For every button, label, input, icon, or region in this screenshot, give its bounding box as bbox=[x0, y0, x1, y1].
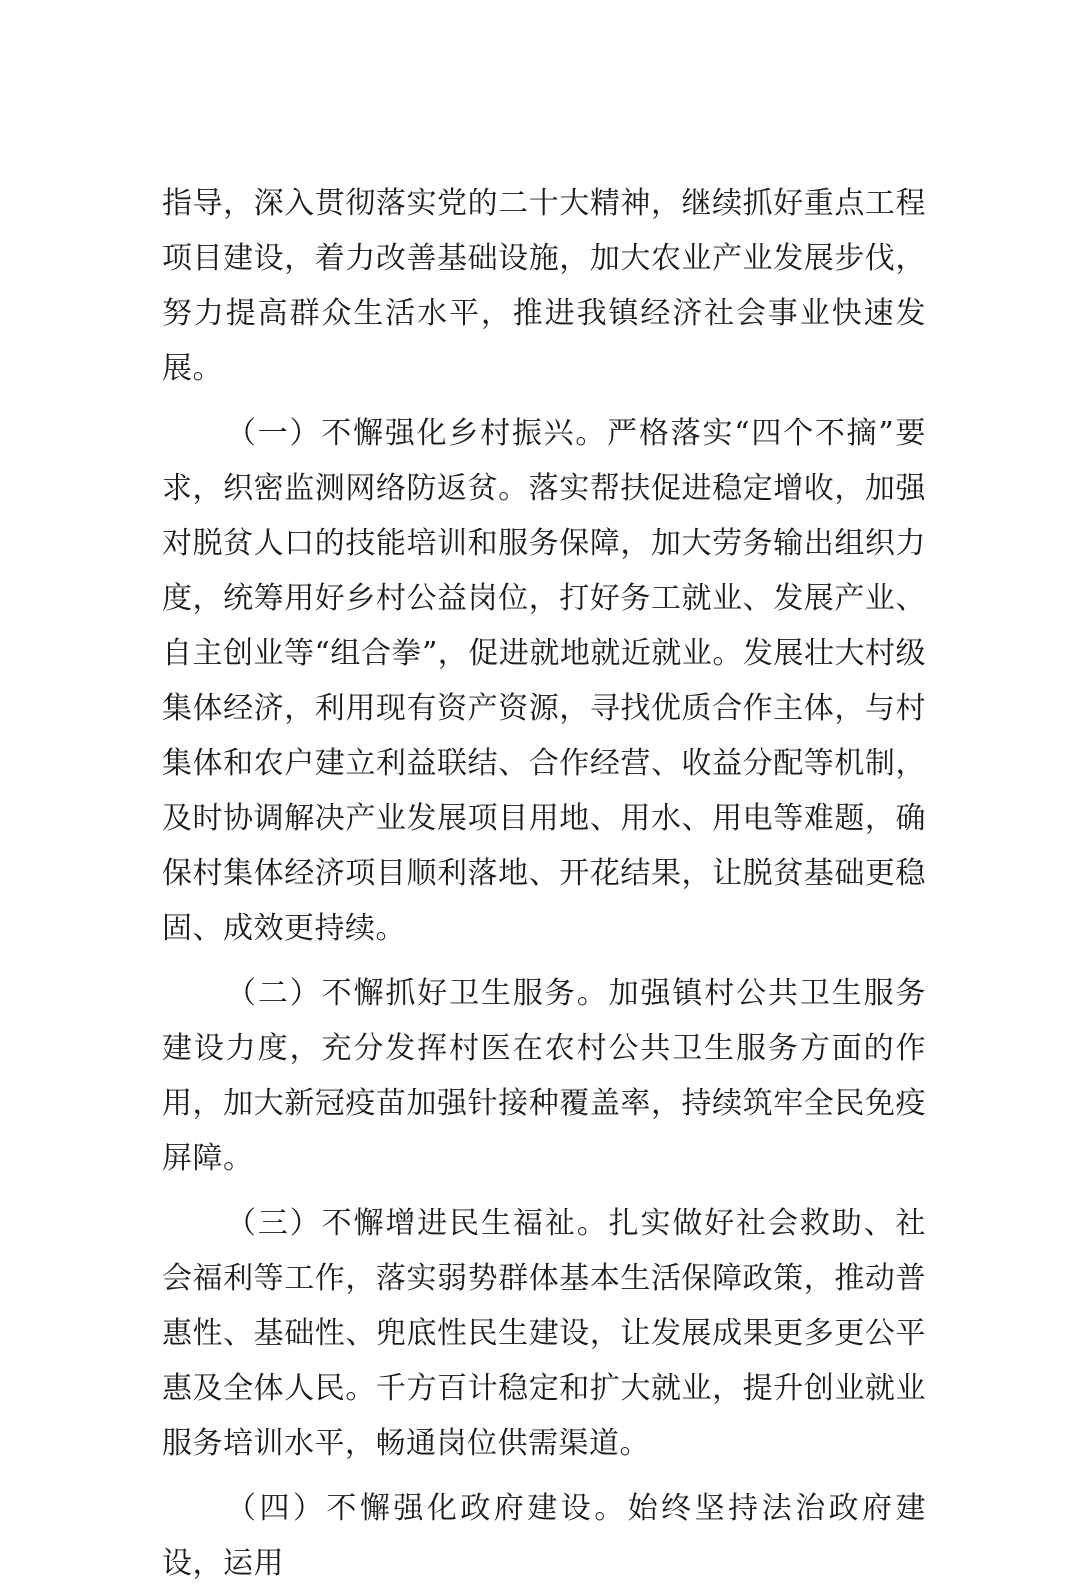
paragraph-rural-revitalization: （一）不懈强化乡村振兴。严格落实“四个不摘”要求，织密监测网络防返贫。落实帮扶促进稳定增收，加强对脱贫人口的技能培训和服务保障，加大劳务输出组织力度，统筹用好乡村公益岗位，打好务工就业、发展产业、自主创业等“组合拳”，促进就地就近就业。发展壮大村级集体经济，利用现有资产资源，寻找优质合作主体，与村集体和农户建立利益联结、合作经营、收益分配等机制，及时协调解决产业发展项目用地、用水、用电等难题，确保村集体经济项目顺利落地、开花结果，让脱贫基础更稳固、成效更持续。 bbox=[162, 416, 926, 946]
paragraph-gap bbox=[162, 1471, 926, 1481]
paragraph-gap bbox=[162, 396, 926, 406]
paragraph-gap bbox=[162, 1186, 926, 1196]
paragraph-livelihood-welfare: （三）不懈增进民生福祉。扎实做好社会救助、社会福利等工作，落实弱势群体基本生活保障政策，推动普惠性、基础性、兜底性民生建设，让发展成果更多更公平惠及全体人民。千方百计稳定和扩大就业，提升创业就业服务培训水平，畅通岗位供需渠道。 bbox=[162, 1206, 926, 1461]
paragraph-government-building: （四）不懈强化政府建设。始终坚持法治政府建设，运用 bbox=[162, 1491, 926, 1581]
paragraph-gap bbox=[162, 956, 926, 966]
paragraph-intro-continuation: 指导，深入贯彻落实党的二十大精神，继续抓好重点工程项目建设，着力改善基础设施，加大农业产业发展步伐，努力提高群众生活水平，推进我镇经济社会事业快速发展。 bbox=[162, 186, 926, 386]
document-body bbox=[162, 176, 926, 1591]
paragraph-health-services: （二）不懈抓好卫生服务。加强镇村公共卫生服务建设力度，充分发挥村医在农村公共卫生服务方面的作用，加大新冠疫苗加强针接种覆盖率，持续筑牢全民免疫屏障。 bbox=[162, 976, 926, 1176]
